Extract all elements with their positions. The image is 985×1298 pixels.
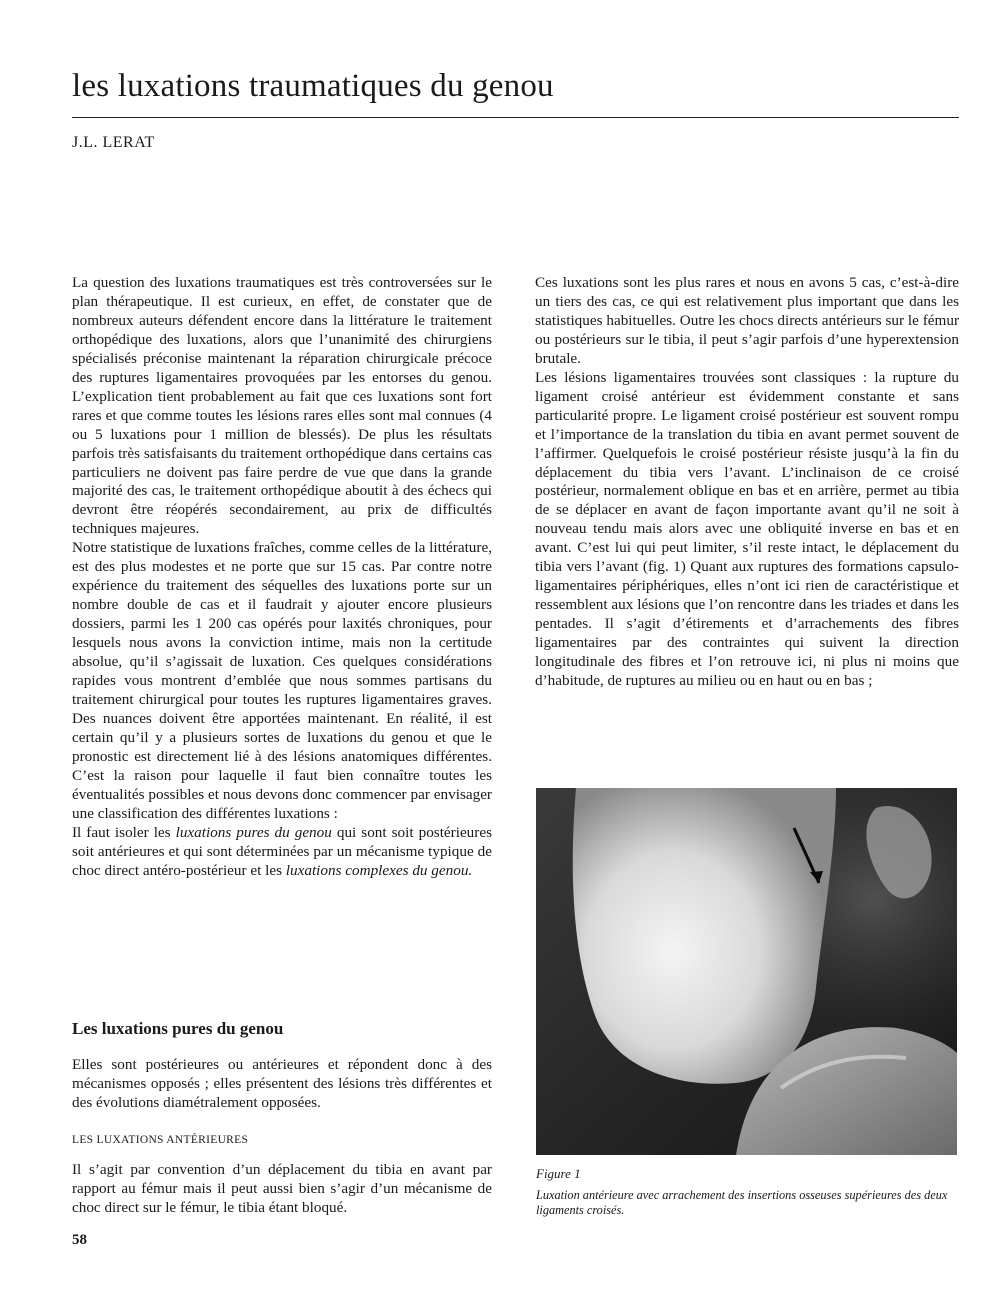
pure-luxations-term: luxations pures du genou bbox=[175, 823, 332, 841]
intro-paragraph: La question des luxations traumatiques est très controversées sur le plan thérapeutique. Il est curieux, en effet, de constater que de nombreux auteurs défendent encore dans la littérature le traitement orthopédique des luxations, alors que l’unanimité des chirurgiens spécialisés préconise maintenant la réparation chirurgicale précoce des ruptures ligamentaires provoquées par les entorses du genou. L’explication tient probablement au fait que ces luxations sont fort rares et que comme toutes les lésions rares elles sont mal connues (4 ou 5 luxations pour 1 million de blessés). De plus les résultats parfois très satisfaisants du traitement orthopédique dans certains cas particuliers ne doivent pas faire perdre de vue que dans la grande majorité des cas, le traitement orthopédique aboutit à des échecs qui devront être réopérés secondairement, au prix de difficultés techniques majeures. bbox=[72, 274, 492, 538]
article-title: les luxations traumatiques du genou bbox=[72, 68, 554, 104]
classification-text-b: qui sont soit postérieures soit antérieures et qui sont déterminées par un mécanisme typique de choc direct antéro-postérieur et les bbox=[72, 823, 492, 879]
author-name: J.L. LERAT bbox=[72, 134, 155, 151]
classification-text-a: Il faut isoler les bbox=[72, 823, 176, 841]
lesions-paragraph: Les lésions ligamentaires trouvées sont classiques : la rupture du ligament croisé antérieur est évidemment constante et sans particularité propre. Le ligament croisé postérieur est souvent rompu et l’importance de la translation du tibia en avant permet souvent de l’affirmer. Quelquefois le croisé postérieur résiste jusqu’à la fin du déplacement du tibia vers l’avant. L’inclinaison de ce croisé postérieur, normalement oblique en bas et en arrière, permet au tibia de se déplacer en avant de façon importante avant qu’il ne soit à nouveau tendu mais alors avec une obliquité inverse en bas et en avant. C’est lui qui peut limiter, s’il reste intact, le déplacement du tibia vers l’avant (fig. 1) Quant aux ruptures des formations capsulo-ligamentaires périphériques, elles n’ont ici rien de caractéristique et ressemblent aux lésions que l’on rencontre dans les triades et dans les pentades. Il s’agit d’étirements et d’arrachements des fibres ligamentaires par des contraintes qui suivent la direction longitudinale des fibres et l’on retrouve ici, ni plus ni moins que d’habitude, de ruptures au milieu ou en haut ou en bas ; bbox=[535, 368, 959, 690]
subsection-paragraph: Il s’agit par convention d’un déplacement du tibia en avant par rapport au fémur mais il peut aussi bien s’agir d’un mécanisme de choc direct sur le fémur, le tibia étant bloqué. bbox=[72, 1161, 492, 1216]
left-column bbox=[72, 274, 492, 881]
figure-caption: Luxation antérieure avec arrachement des insertions osseuses supérieures des deux ligaments croisés. bbox=[536, 1188, 948, 1217]
section-paragraph: Elles sont postérieures ou antérieures et répondent donc à des mécanismes opposés ; elles présentent des lésions très différentes et des évolutions diamétralement opposées. bbox=[72, 1056, 492, 1111]
knee-xray-image bbox=[536, 788, 957, 1155]
page-number: 58 bbox=[72, 1232, 87, 1248]
right-column bbox=[535, 274, 959, 691]
figure-label: Figure 1 bbox=[536, 1166, 581, 1181]
title-rule bbox=[72, 117, 959, 118]
section-heading: Les luxations pures du genou bbox=[72, 1019, 284, 1038]
cases-paragraph: Ces luxations sont les plus rares et nous en avons 5 cas, c’est-à-dire un tiers des cas, ce qui est relativement plus important que dans les statistiques habituelles. Outre les chocs directs antérieurs sur le fémur ou postérieurs sur le tibia, il peut s’agir parfois d’une hyperextension brutale. bbox=[535, 274, 959, 367]
subsection-heading: LES LUXATIONS ANTÉRIEURES bbox=[72, 1134, 249, 1146]
complex-luxations-term: luxations complexes du genou. bbox=[285, 861, 473, 879]
xray-figure bbox=[536, 788, 957, 1155]
statistics-paragraph: Notre statistique de luxations fraîches, comme celles de la littérature, est des plus modestes et ne porte que sur 15 cas. Par contre notre expérience du traitement des séquelles des luxations porte sur un nombre double de cas et il faudrait y ajouter encore plusieurs dossiers, parmi les 1 200 cas opérés pour laxités chroniques, pour lesquels nous avons la conviction intime, mais non la certitude absolue, qu’il s’agissait de luxation. Ces quelques considérations rapides vous montrent d’emblée que nous sommes partisans du traitement chirurgical pour toutes les ruptures ligamentaires graves. Des nuances doivent être apportées maintenant. En réalité, il est certain qu’il y a plusieurs sortes de luxations du genou et que le pronostic est directement lié à des lésions anatomiques différentes. C’est la raison pour laquelle il faut bien connaître toutes les éventualités possibles et nous devons donc commencer par envisager une classification des différentes luxations : bbox=[72, 539, 492, 822]
classification-paragraph bbox=[72, 824, 492, 881]
